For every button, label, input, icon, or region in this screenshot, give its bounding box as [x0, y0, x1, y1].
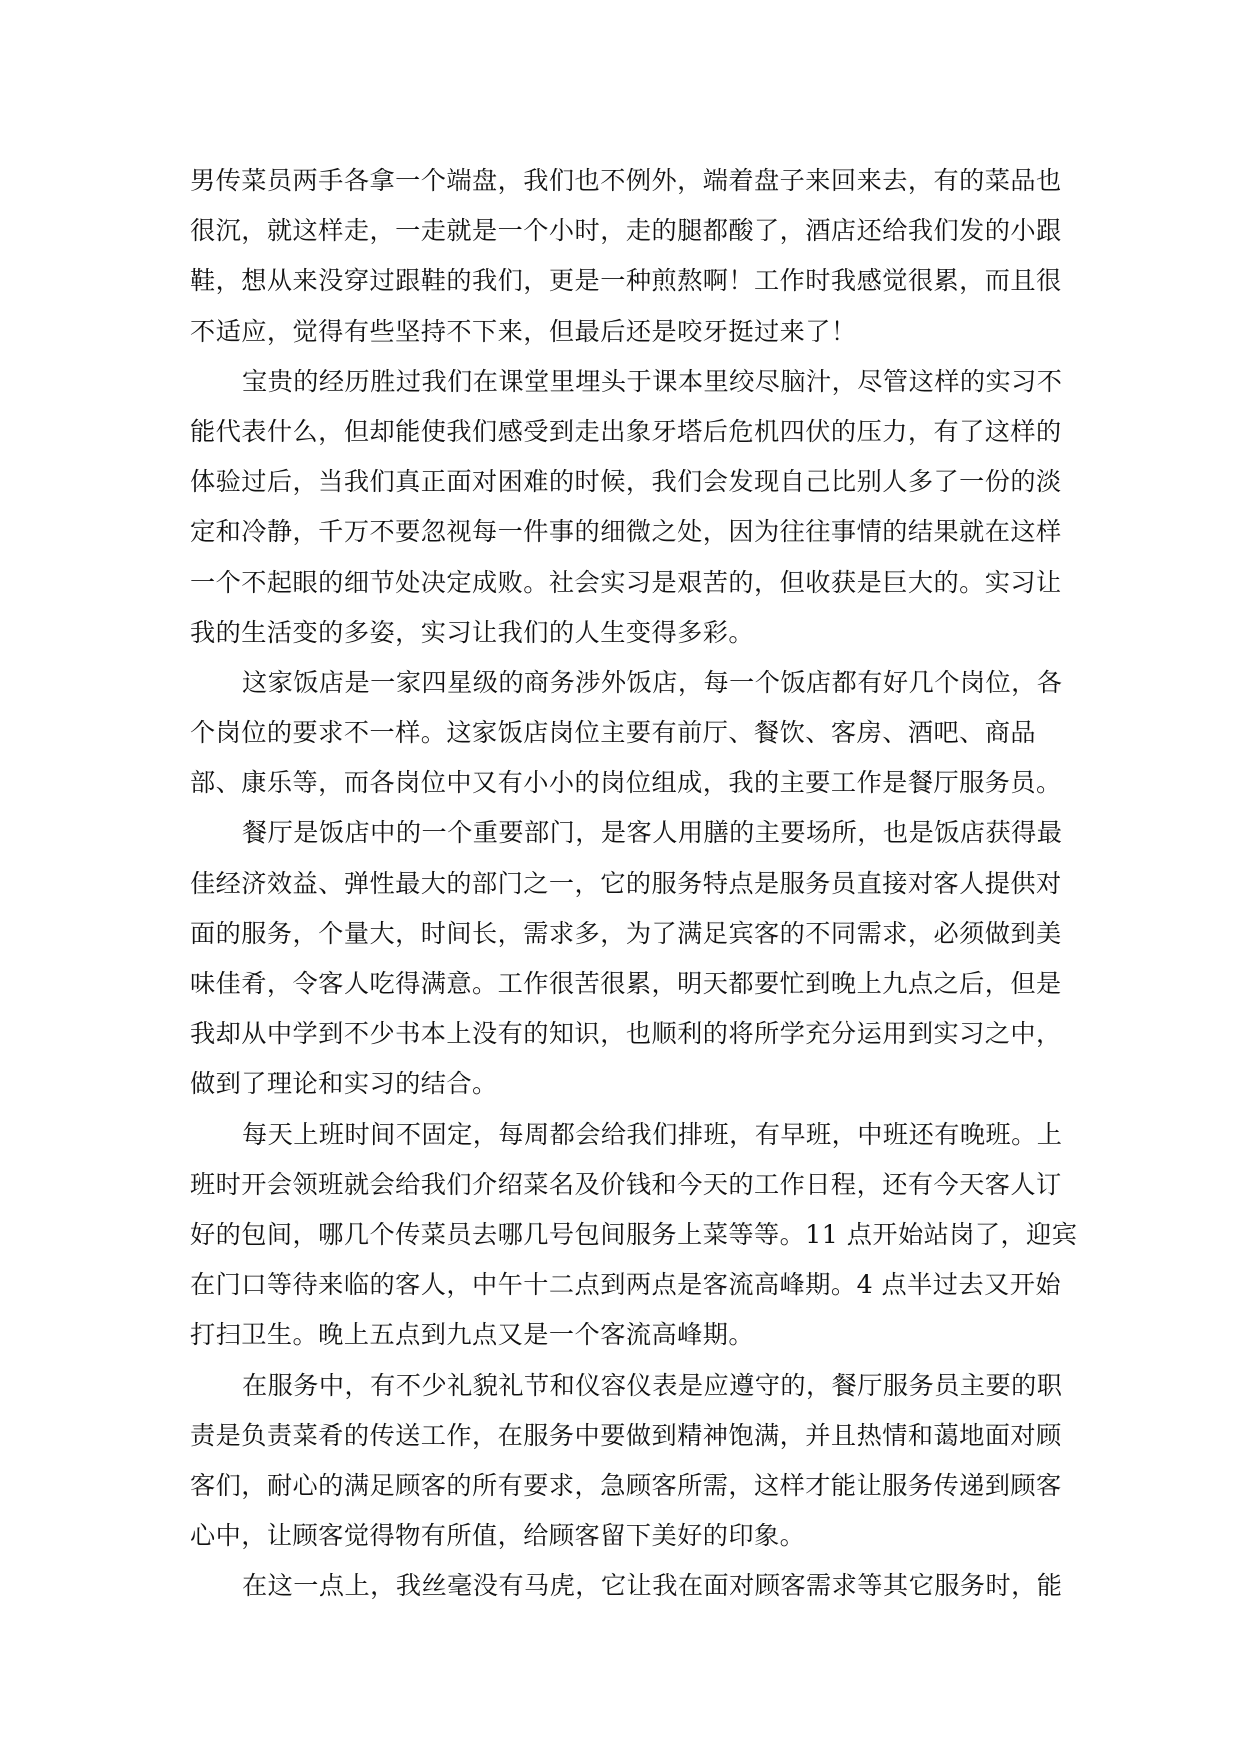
paragraph-first-line: 在这一点上，我丝毫没有马虎，它让我在面对顾客需求等其它服务时，能	[242, 1571, 1063, 1601]
text-line: 佳经济效益、弹性最大的部门之一，它的服务特点是服务员直接对客人提供对	[190, 868, 1062, 898]
text-line: 在门口等待来临的客人，中午十二点到两点是客流高峰期。4 点半过去又开始	[190, 1270, 1061, 1300]
text-line: 我的生活变的多姿，实习让我们的人生变得多彩。	[190, 617, 755, 647]
text-line: 我却从中学到不少书本上没有的知识，也顺利的将所学充分运用到实习之中，	[190, 1019, 1062, 1049]
text-line: 能代表什么，但却能使我们感受到走出象牙塔后危机四伏的压力，有了这样的	[190, 416, 1062, 446]
text-line: 部、康乐等，而各岗位中又有小小的岗位组成，我的主要工作是餐厅服务员。	[190, 768, 1062, 798]
paragraph-first-line: 每天上班时间不固定，每周都会给我们排班，有早班，中班还有晚班。上	[242, 1119, 1063, 1149]
text-line: 面的服务，个量大，时间长，需求多，为了满足宾客的不同需求，必须做到美	[190, 918, 1062, 948]
text-line: 责是负责菜肴的传送工作，在服务中要做到精神饱满，并且热情和蔼地面对顾	[190, 1420, 1062, 1450]
text-line: 做到了理论和实习的结合。	[190, 1069, 498, 1099]
paragraph-first-line: 这家饭店是一家四星级的商务涉外饭店，每一个饭店都有好几个岗位，各	[242, 667, 1063, 697]
text-line: 心中，让顾客觉得物有所值，给顾客留下美好的印象。	[190, 1521, 806, 1551]
text-line: 客们，耐心的满足顾客的所有要求，急顾客所需，这样才能让服务传递到顾客	[190, 1470, 1062, 1500]
text-line: 男传菜员两手各拿一个端盘，我们也不例外，端着盘子来回来去，有的菜品也	[190, 166, 1062, 195]
text-line: 很沉，就这样走，一走就是一个小时，走的腿都酸了，酒店还给我们发的小跟	[190, 216, 1062, 246]
text-line: 一个不起眼的细节处决定成败。社会实习是艰苦的，但收获是巨大的。实习让	[190, 567, 1062, 597]
text-line: 打扫卫生。晚上五点到九点又是一个客流高峰期。	[190, 1320, 755, 1350]
paragraph-first-line: 餐厅是饭店中的一个重要部门，是客人用膳的主要场所，也是饭店获得最	[242, 818, 1063, 848]
paragraph-first-line: 宝贵的经历胜过我们在课堂里埋头于课本里绞尽脑汁，尽管这样的实习不	[242, 366, 1063, 396]
text-line: 定和冷静，千万不要忽视每一件事的细微之处，因为往往事情的结果就在这样	[190, 517, 1062, 547]
text-line: 班时开会领班就会给我们介绍菜名及价钱和今天的工作日程，还有今天客人订	[190, 1169, 1062, 1199]
text-line: 好的包间，哪几个传菜员去哪几号包间服务上菜等等。11 点开始站岗了，迎宾	[190, 1219, 1078, 1249]
text-line: 鞋，想从来没穿过跟鞋的我们，更是一种煎熬啊！工作时我感觉很累，而且很	[190, 266, 1062, 296]
text-line: 体验过后，当我们真正面对困难的时候，我们会发现自己比别人多了一份的淡	[190, 467, 1062, 497]
paragraph-first-line: 在服务中，有不少礼貌礼节和仪容仪表是应遵守的，餐厅服务员主要的职	[242, 1370, 1063, 1400]
text-line: 个岗位的要求不一样。这家饭店岗位主要有前厅、餐饮、客房、酒吧、商品	[190, 718, 1037, 748]
text-line: 味佳肴，令客人吃得满意。工作很苦很累，明天都要忙到晚上九点之后，但是	[190, 969, 1062, 998]
text-line: 不适应，觉得有些坚持不下来，但最后还是咬牙挺过来了！	[190, 316, 857, 346]
document-body-text	[190, 156, 1078, 1611]
